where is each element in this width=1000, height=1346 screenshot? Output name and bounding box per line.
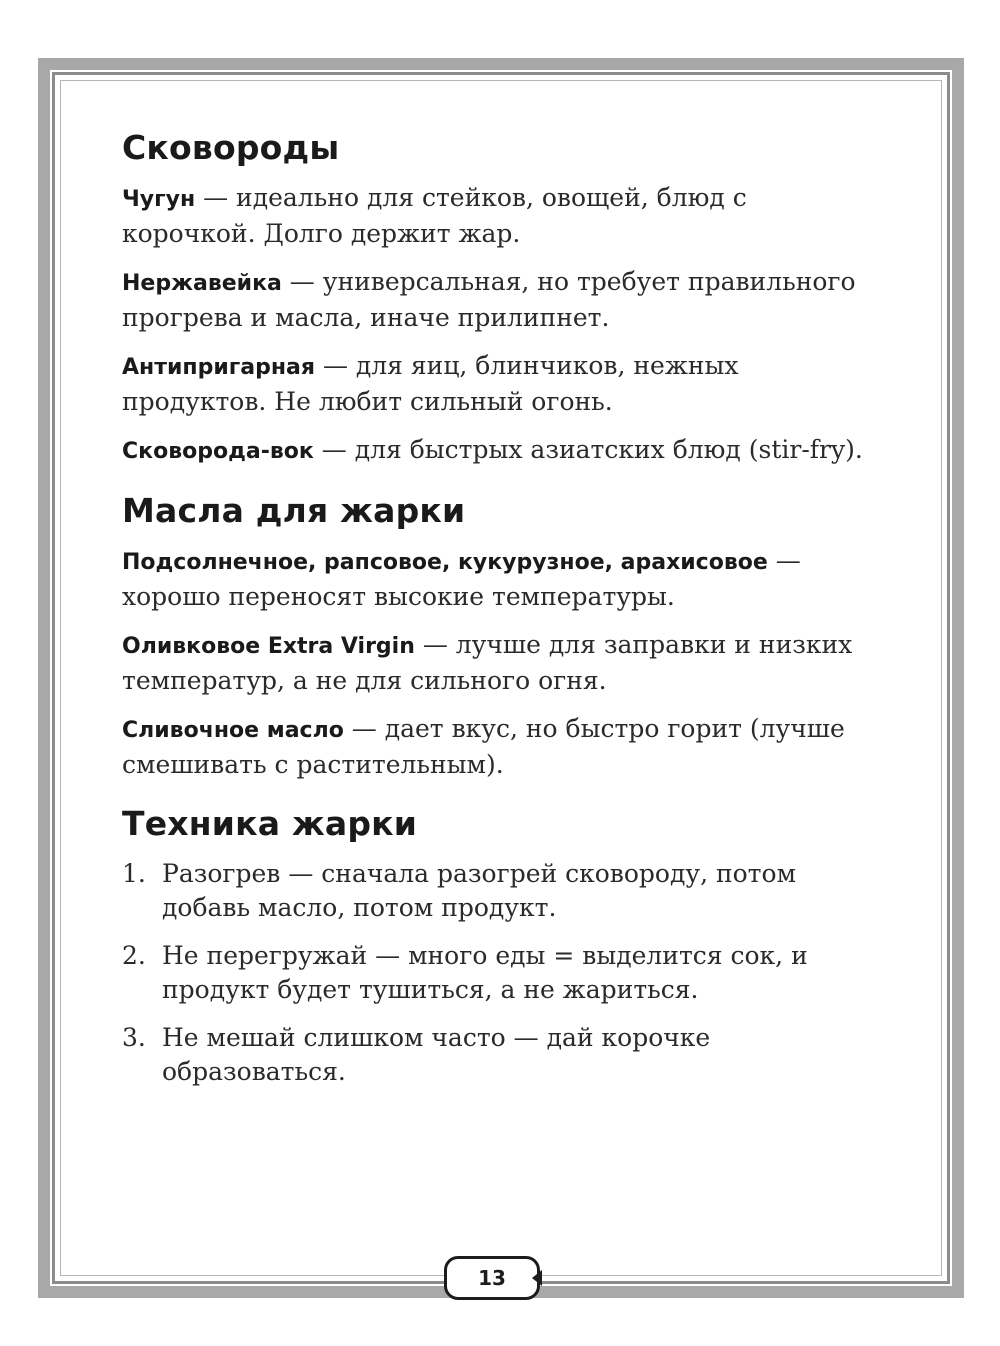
section-oils bbox=[122, 491, 882, 782]
page-number: 13 bbox=[478, 1266, 506, 1290]
item-term: Подсолнечное, рапсовое, кукурузное, арахисовое bbox=[122, 550, 768, 575]
section-heading: Техника жарки bbox=[122, 804, 418, 843]
section-heading: Масла для жарки bbox=[122, 491, 466, 530]
item-text: — универсальная, но требует правильного прогрева и масла, иначе прилипнет. bbox=[122, 267, 856, 332]
list-item bbox=[122, 265, 882, 335]
badge-notch-icon bbox=[532, 1270, 542, 1286]
item-term: Чугун bbox=[122, 187, 196, 212]
list-item bbox=[122, 628, 882, 698]
item-text: — хорошо переносят высокие температуры. bbox=[122, 546, 801, 611]
list-item bbox=[122, 433, 882, 469]
section-technique bbox=[122, 804, 882, 1089]
item-term: Оливковое Extra Virgin bbox=[122, 634, 415, 659]
item-term: Нержавейка bbox=[122, 271, 282, 296]
item-text: — для быстрых азиатских блюд (stir-fry). bbox=[313, 435, 863, 464]
list-item bbox=[122, 181, 882, 251]
section-pans bbox=[122, 128, 882, 469]
step-text: Не мешай слишком часто — дай корочке образоваться. bbox=[162, 1023, 711, 1086]
step-item bbox=[122, 939, 882, 1007]
step-number: 2. bbox=[122, 941, 146, 970]
list-item bbox=[122, 544, 882, 614]
step-text: Не перегружай — много еды = выделится сок, и продукт будет тушиться, а не жариться. bbox=[162, 941, 808, 1004]
item-term: Сковорода-вок bbox=[122, 439, 314, 464]
item-text: — идеально для стейков, овощей, блюд с корочкой. Долго держит жар. bbox=[122, 183, 747, 248]
step-number: 3. bbox=[122, 1023, 146, 1052]
item-text: — дает вкус, но быстро горит (лучше смешивать с растительным). bbox=[122, 714, 845, 779]
list-item bbox=[122, 712, 882, 782]
step-number: 1. bbox=[122, 859, 146, 888]
list-item bbox=[122, 349, 882, 419]
steps-list bbox=[122, 857, 882, 1089]
page-content bbox=[122, 128, 882, 1111]
section-heading: Сковороды bbox=[122, 128, 340, 167]
item-term: Антипригарная bbox=[122, 355, 316, 380]
item-text: — для яиц, блинчиков, нежных продуктов. Не любит сильный огонь. bbox=[122, 351, 739, 416]
step-item bbox=[122, 1021, 882, 1089]
step-text: Разогрев — сначала разогрей сковороду, потом добавь масло, потом продукт. bbox=[162, 859, 797, 922]
item-text: — лучше для заправки и низких температур, а не для сильного огня. bbox=[122, 630, 853, 695]
item-term: Сливочное масло bbox=[122, 718, 344, 743]
page-number-badge bbox=[444, 1256, 540, 1300]
step-item bbox=[122, 857, 882, 925]
